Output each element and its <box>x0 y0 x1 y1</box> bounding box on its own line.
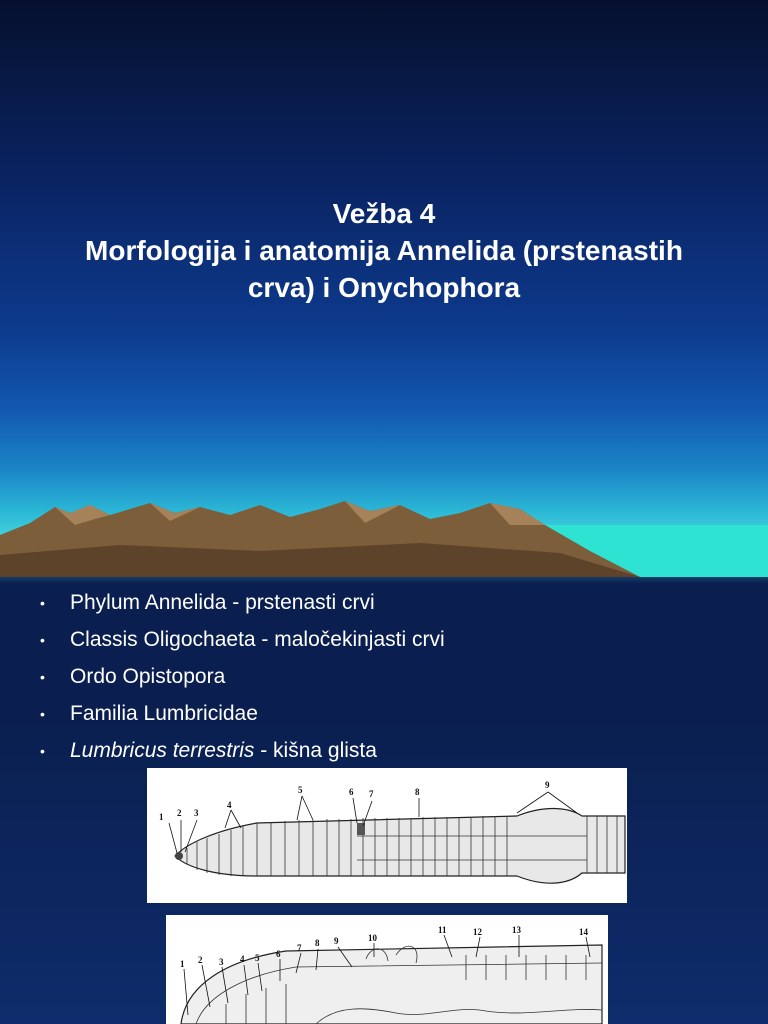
figure-label: 2 <box>198 955 203 965</box>
figure-label: 10 <box>368 933 377 943</box>
bullet-marker: • <box>40 743 45 759</box>
earthworm-external-morphology-figure <box>147 768 627 903</box>
bullet-list <box>40 588 445 773</box>
bullet-marker: • <box>40 669 45 685</box>
mountain-range-illustration <box>0 495 768 577</box>
bullet-text: Phylum Annelida - prstenasti crvi <box>70 591 375 614</box>
figure-label: 14 <box>579 927 588 937</box>
figure-label: 2 <box>177 808 182 818</box>
figure-label: 1 <box>159 812 164 822</box>
bullet-marker: • <box>40 595 45 611</box>
bullet-item <box>40 588 445 625</box>
bullet-item <box>40 699 445 736</box>
slide-title <box>0 195 768 306</box>
bullet-marker: • <box>40 632 45 648</box>
species-name: Lumbricus terrestris <box>70 739 255 762</box>
bullet-text: Ordo Opistopora <box>70 665 226 688</box>
earthworm-anatomy-drawing <box>166 915 608 1024</box>
bullet-item <box>40 662 445 699</box>
figure-label: 8 <box>415 787 420 797</box>
title-line-3: crva) i Onychophora <box>247 272 521 303</box>
figure-label: 13 <box>512 925 521 935</box>
figure-label: 11 <box>438 925 447 935</box>
figure-label: 1 <box>180 959 185 969</box>
bullet-text: Familia Lumbricidae <box>70 702 258 725</box>
figure-label: 9 <box>545 780 550 790</box>
figure-label: 3 <box>219 957 224 967</box>
figure-label: 12 <box>473 927 482 937</box>
figure-label: 5 <box>298 785 303 795</box>
title-line-1: Vežba 4 <box>332 198 436 229</box>
figure-label: 9 <box>334 936 339 946</box>
bullet-item <box>40 625 445 662</box>
bullet-text: Classis Oligochaeta - maločekinjasti crvi <box>70 628 445 651</box>
figure-label: 4 <box>227 800 232 810</box>
title-line-2: Morfologija i anatomija Annelida (prstenastih <box>85 235 683 266</box>
figure-label: 6 <box>349 787 354 797</box>
earthworm-internal-anatomy-figure <box>166 915 608 1024</box>
earthworm-drawing <box>147 768 627 903</box>
figure-label: 7 <box>297 943 302 953</box>
figure-label: 7 <box>369 789 374 799</box>
figure-label: 3 <box>194 808 199 818</box>
figure-label: 4 <box>240 954 245 964</box>
figure-label: 8 <box>315 938 320 948</box>
bullet-text: - kišna glista <box>254 739 377 762</box>
figure-label: 5 <box>255 953 260 963</box>
figure-label: 6 <box>276 949 281 959</box>
bullet-marker: • <box>40 706 45 722</box>
